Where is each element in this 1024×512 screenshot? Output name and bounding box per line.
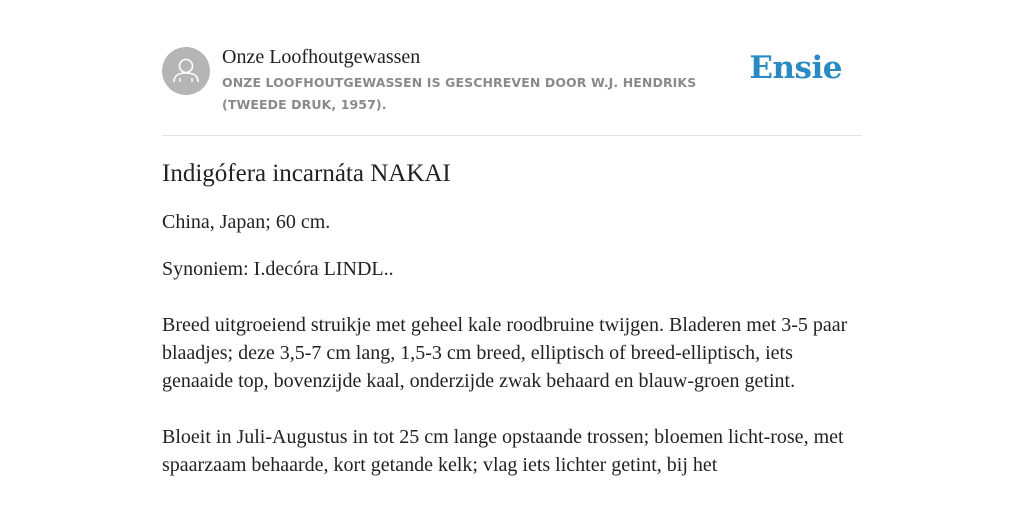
entry-content (162, 156, 862, 479)
ensie-logo[interactable]: Ensie (749, 50, 842, 86)
publication-header (162, 46, 862, 136)
entry-origin: China, Japan; 60 cm. (162, 211, 331, 233)
entry-synonym: Synoniem: I.decóra LINDL.. (162, 258, 394, 280)
entry-title: Indigófera incarnáta NAKAI (162, 160, 451, 187)
entry-paragraph: Bloeit in Juli-Augustus in tot 25 cm lange opstaande trossen; bloemen licht-rose, met spaarzaam behaarde, kort getande kelk; vlag iets lichter getint, bij het (162, 426, 844, 476)
user-icon[interactable] (162, 47, 210, 95)
publication-title[interactable]: Onze Loofhoutgewassen (222, 46, 421, 68)
entry-paragraph: Breed uitgroeiend struikje met geheel kale roodbruine twijgen. Bladeren met 3-5 paar blaadjes; deze 3,5-7 cm lang, 1,5-3 cm breed, elliptisch of breed-elliptisch, iets genaaide top, bovenzijde kaal, onderzijde zwak behaard en blauw-groen getint. (162, 314, 848, 392)
publication-description: ONZE LOOFHOUTGEWASSEN IS GESCHREVEN DOOR W.J. HENDRIKS (TWEEDE DRUK, 1957). (222, 75, 697, 112)
